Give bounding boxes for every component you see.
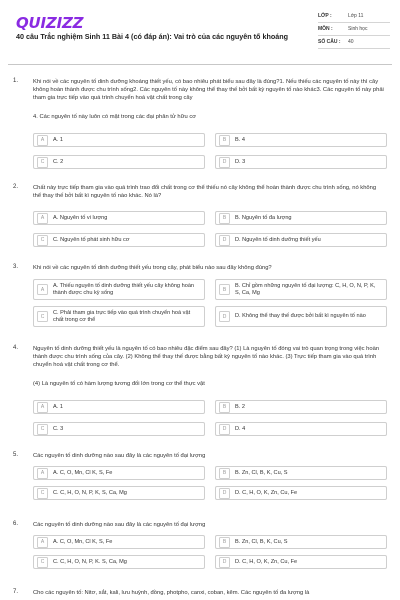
meta-row-class <box>318 10 390 23</box>
option-b[interactable] <box>215 400 387 414</box>
meta-key: LỚP : <box>318 13 332 19</box>
option-letter: B <box>219 402 230 413</box>
option-letter: A <box>37 402 48 413</box>
option-label: D. Nguyên tố dinh dưỡng thiết yếu <box>235 236 321 243</box>
question-subtext: 4. Các nguyên tố này luôn có mặt trong các đại phân tử hữu cơ <box>33 114 197 120</box>
option-a[interactable] <box>33 279 205 300</box>
option-letter: B <box>219 468 230 479</box>
question-text: Các nguyên tố dinh dưỡng nào sau đây là các nguyên tố đại lượng <box>33 522 206 528</box>
option-d[interactable] <box>215 422 387 436</box>
option-letter: C <box>37 235 48 246</box>
option-letter: D <box>219 424 230 435</box>
question-text: Nguyên tố dinh dưỡng thiết yếu là nguyên tố có bao nhiêu đặc điểm sau đây? (1) Là nguyên tố đóng vai trò quan trọng trong việc hoàn thành được chu trình sống của cây. (2) Không thể thay thế được bằng bất kỳ nguyên tố nào khác. (3) Trực tiếp tham gia vào quá trình chuyển hoá vật chất trong cơ thể. <box>33 346 380 368</box>
question-number: 2. <box>13 184 19 190</box>
option-label: A. C, O, Mn, Cl K, S, Fe <box>53 469 113 476</box>
option-b[interactable] <box>215 279 387 300</box>
question-number: 7. <box>13 589 19 595</box>
option-letter: A <box>37 135 48 146</box>
option-letter: D <box>219 311 230 322</box>
option-c[interactable] <box>33 155 205 169</box>
meta-value: Lớp 11 <box>348 13 364 19</box>
option-label: D. 3 <box>235 158 246 165</box>
question-number: 1. <box>13 78 19 84</box>
question-number: 6. <box>13 521 19 527</box>
option-label: C. C, H, O, N, P, K. S, Ca, Mg <box>53 558 127 565</box>
option-letter: A <box>37 284 48 295</box>
option-letter: B <box>219 213 230 224</box>
option-label: C. Phải tham gia trực tiếp vào quá trình chuyển hoá vật chất trong cơ thể <box>53 309 191 323</box>
question-text: Các nguyên tố dinh dưỡng nào sau đây là các nguyên tố đại lượng <box>33 453 206 459</box>
option-c[interactable] <box>33 233 205 247</box>
meta-row-subject <box>318 23 390 36</box>
option-d[interactable] <box>215 555 387 569</box>
meta-value: Sinh học <box>348 26 368 32</box>
option-letter: A <box>37 213 48 224</box>
question-subtext: (4) Là nguyên tố có hàm lượng tương đối lớn trong cơ thể thực vật <box>33 381 205 387</box>
option-a[interactable] <box>33 133 205 147</box>
option-letter: D <box>219 235 230 246</box>
question-text: Khi nói về các nguyên tố dinh dưỡng khoáng thiết yếu, có bao nhiêu phát biểu sau đây là đúng?1. Nếu thiếu các nguyên tố này thì cây không hoàn thành được chu trình sống2. Các nguyên tố này không thể thay thế bởi bất kỳ nguyên tố nào khác3. Các nguyên tố này phải tham gia trực tiếp vào quá trình chuyển hoá vật chất trong cây <box>33 79 384 101</box>
option-letter: C <box>37 557 48 568</box>
option-label: D. C, H, O, K, Zn, Cu, Fe <box>235 489 298 496</box>
option-b[interactable] <box>215 133 387 147</box>
option-d[interactable] <box>215 306 387 327</box>
option-a[interactable] <box>33 535 205 549</box>
option-d[interactable] <box>215 155 387 169</box>
option-label: C. C, H, O, N, P, K, S, Ca, Mg <box>53 489 127 496</box>
option-c[interactable] <box>33 555 205 569</box>
option-label: A. C, O, Mn, Cl K, S, Fe <box>53 538 113 545</box>
option-b[interactable] <box>215 211 387 225</box>
question-text: Khi nói về các nguyên tố dinh dưỡng thiết yếu trong cây, phát biểu nào sau đây không đúng? <box>33 265 272 271</box>
option-label: D. Không thể thay thế được bởi bất kì nguyên tố nào <box>235 313 366 319</box>
page-title: 40 câu Trắc nghiệm Sinh 11 Bài 4 (có đáp án): Vai trò của các nguyên tố khoáng <box>16 32 288 41</box>
meta-box <box>318 10 390 49</box>
option-letter: D <box>219 488 230 499</box>
option-label: B. Chỉ gồm những nguyên tố đại lượng: C, H, O, N, P, K, S, Ca, Mg <box>235 282 376 296</box>
option-label: C. 2 <box>53 158 64 165</box>
option-letter: D <box>219 157 230 168</box>
option-c[interactable] <box>33 306 205 327</box>
option-label: D. C, H, O, K, Zn, Cu, Fe <box>235 558 298 565</box>
option-label: A. 1 <box>53 403 63 410</box>
option-letter: C <box>37 488 48 499</box>
option-letter: C <box>37 157 48 168</box>
option-letter: D <box>219 557 230 568</box>
option-label: B. 4 <box>235 136 245 143</box>
quizizz-logo: QUIZIZZ <box>16 14 84 32</box>
option-label: A. 1 <box>53 136 63 143</box>
question-text: Cho các nguyên tố: Nitơ, sắt, kali, lưu huỳnh, đồng, photpho, canxi, coban, kẽm. Các nguyên tố đa lượng là <box>33 590 310 596</box>
header-divider <box>8 64 392 65</box>
option-c[interactable] <box>33 486 205 500</box>
option-b[interactable] <box>215 535 387 549</box>
option-letter: B <box>219 135 230 146</box>
option-label: B. Zn, Cl, B, K, Cu, S <box>235 538 288 545</box>
option-a[interactable] <box>33 211 205 225</box>
option-label: B. Zn, Cl, B, K, Cu, S <box>235 469 288 476</box>
question-number: 5. <box>13 452 19 458</box>
option-a[interactable] <box>33 400 205 414</box>
option-letter: B <box>219 537 230 548</box>
option-label: A. Thiếu nguyên tố dinh dưỡng thiết yếu cây không hoàn thành được chu kỳ sống <box>53 282 195 296</box>
option-a[interactable] <box>33 466 205 480</box>
option-d[interactable] <box>215 233 387 247</box>
question-text: Chất này trực tiếp tham gia vào quá trình trao đổi chất trong cơ thể thiếu nó cây không thể hoàn thành được chu trình sống, nó không thể thay thế bởi bất kì nguyên tố nào khác. Nó là? <box>33 185 377 199</box>
option-label: B. 2 <box>235 403 245 410</box>
option-letter: C <box>37 311 48 322</box>
option-label: C. 3 <box>53 425 64 432</box>
option-letter: B <box>219 284 230 295</box>
question-number: 4. <box>13 345 19 351</box>
option-c[interactable] <box>33 422 205 436</box>
option-label: C. Nguyên tố phát sinh hữu cơ <box>53 236 130 243</box>
option-letter: A <box>37 537 48 548</box>
option-label: A. Nguyên tố vi lượng <box>53 214 108 221</box>
meta-row-count <box>318 36 390 49</box>
meta-key: SỐ CÂU : <box>318 39 341 45</box>
option-label: D. 4 <box>235 425 246 432</box>
option-b[interactable] <box>215 466 387 480</box>
option-letter: C <box>37 424 48 435</box>
option-d[interactable] <box>215 486 387 500</box>
meta-value: 40 <box>348 39 354 45</box>
option-letter: A <box>37 468 48 479</box>
meta-key: MÔN : <box>318 26 333 32</box>
option-label: B. Nguyên tố đa lượng <box>235 214 292 221</box>
question-number: 3. <box>13 264 19 270</box>
